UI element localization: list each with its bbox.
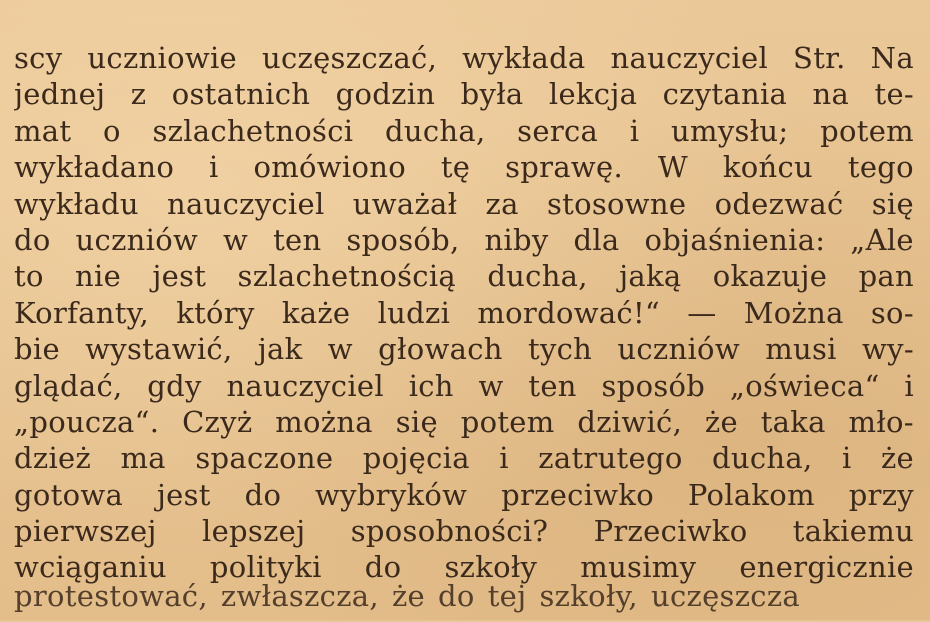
word: się xyxy=(871,186,914,221)
word: so- xyxy=(870,295,914,330)
word: każe xyxy=(281,295,351,330)
word: uczęszczać, xyxy=(262,41,438,75)
word: który xyxy=(176,295,255,330)
word: — xyxy=(687,295,717,330)
article-column xyxy=(14,40,914,622)
article-line xyxy=(14,258,914,294)
word: pan xyxy=(858,259,914,294)
word: sposób xyxy=(601,368,706,403)
word: odezwać xyxy=(714,186,844,221)
article-line xyxy=(14,477,914,513)
word: ducha, xyxy=(712,441,813,476)
word: tę xyxy=(440,150,471,185)
word: w xyxy=(478,368,504,403)
article-line xyxy=(14,149,914,185)
word: musi xyxy=(765,332,837,367)
word: jak xyxy=(257,332,303,367)
word: jaką xyxy=(619,259,682,294)
word: do xyxy=(14,222,51,257)
article-line xyxy=(14,76,914,112)
word: wykładu xyxy=(14,186,139,221)
article-line xyxy=(14,222,914,258)
word: dla xyxy=(573,222,620,257)
word: szlachetności xyxy=(152,113,354,148)
word: szkoły xyxy=(444,550,538,585)
word: i xyxy=(904,368,914,403)
word: stosowne xyxy=(546,186,687,221)
word: tego xyxy=(847,150,914,185)
word: i xyxy=(841,441,852,476)
word: wykłada xyxy=(462,41,586,75)
word: nie xyxy=(75,259,122,294)
word: ducha, xyxy=(487,259,588,294)
word: że xyxy=(704,404,738,439)
word: i xyxy=(629,113,640,148)
article-line xyxy=(14,295,914,331)
word: dzież xyxy=(14,441,92,476)
word: nauczyciel xyxy=(167,186,325,221)
word: taka xyxy=(760,404,826,439)
word: te- xyxy=(874,77,914,112)
article-line xyxy=(14,368,914,404)
word: sposobności? xyxy=(350,514,549,549)
word: Przeciwko xyxy=(593,514,748,549)
word: wy- xyxy=(862,332,914,367)
word: lekcja xyxy=(548,77,638,112)
word: szkoły, xyxy=(539,578,638,613)
article-line xyxy=(14,40,914,76)
article-line xyxy=(14,186,914,222)
word: potem xyxy=(460,404,555,439)
word: przy xyxy=(848,477,914,512)
word: umysłu; xyxy=(671,113,789,148)
word: za xyxy=(485,186,519,221)
word: energicznie xyxy=(739,550,914,585)
word: Można xyxy=(743,295,844,330)
word: mordować!“ xyxy=(477,295,661,330)
word: Czyż xyxy=(182,404,253,439)
word: ich xyxy=(408,368,454,403)
word: ludzi xyxy=(377,295,451,330)
word: uczęszcza xyxy=(650,578,801,613)
article-line xyxy=(14,404,914,440)
word: „oświeca“ xyxy=(729,368,880,403)
word: objaśnienia: xyxy=(644,222,826,257)
word: szlachetnością xyxy=(237,259,457,294)
word: godzin xyxy=(335,77,436,112)
word: Na xyxy=(870,41,914,75)
word: mło- xyxy=(848,404,914,439)
word: nauczyciel xyxy=(226,368,384,403)
word: „Ale xyxy=(850,222,914,257)
word: sprawę. xyxy=(505,150,624,185)
word: uważał xyxy=(352,186,458,221)
word: ten xyxy=(273,222,322,257)
word: jednej xyxy=(14,77,106,112)
article-line xyxy=(14,331,914,367)
word: wciąganiu xyxy=(14,550,167,585)
article-line xyxy=(14,440,914,476)
word: zatrutego xyxy=(538,441,683,476)
word: że xyxy=(880,441,914,476)
word: wybryków xyxy=(315,477,468,512)
word: pierwszej xyxy=(14,514,157,549)
word: Polakom xyxy=(687,477,815,512)
word: pojęcia xyxy=(362,441,470,476)
word: i xyxy=(499,441,509,476)
article-line xyxy=(14,513,914,549)
word: z xyxy=(130,77,147,112)
word: o xyxy=(103,113,121,148)
word: głowach xyxy=(378,332,503,367)
word: uczniowie xyxy=(87,41,237,75)
word: W xyxy=(657,150,688,185)
word: omówiono xyxy=(253,150,406,185)
word: scy xyxy=(14,41,63,75)
word: dziwić, xyxy=(577,404,683,439)
word: Korfanty, xyxy=(14,295,150,330)
word: gotowa xyxy=(14,477,124,512)
word: bie xyxy=(14,332,60,367)
word: i xyxy=(209,150,219,185)
word: ma xyxy=(120,441,166,476)
word: jest xyxy=(156,477,211,512)
word: tej xyxy=(487,578,527,613)
word: ostatnich xyxy=(171,77,311,112)
word: można xyxy=(275,404,373,439)
word: zwłaszcza, xyxy=(220,578,379,613)
word: tych xyxy=(527,332,593,367)
word: gdy xyxy=(147,368,202,403)
word: wykładano xyxy=(14,150,175,185)
word: musimy xyxy=(580,550,697,585)
word: wystawić, xyxy=(85,332,233,367)
word: polityki xyxy=(209,550,322,585)
word: potem xyxy=(820,113,914,148)
word: sposób, xyxy=(346,222,460,257)
word: niby xyxy=(484,222,549,257)
article-line xyxy=(14,578,914,614)
word: Str. xyxy=(793,41,846,75)
word: to xyxy=(14,259,44,294)
word: na xyxy=(812,77,850,112)
word: glądać, xyxy=(14,368,123,403)
word: czytania xyxy=(662,77,788,112)
word: w xyxy=(327,332,353,367)
word: takiemu xyxy=(792,514,914,549)
word: do xyxy=(438,578,475,613)
article-line xyxy=(14,113,914,149)
word: okazuje xyxy=(712,259,828,294)
word: się xyxy=(395,404,438,439)
word: uczniów xyxy=(75,222,199,257)
word: do xyxy=(244,477,282,512)
word: serca xyxy=(517,113,599,148)
word: mat xyxy=(14,113,72,148)
word: lepszej xyxy=(202,514,306,549)
word: końcu xyxy=(722,150,813,185)
word: „poucza“. xyxy=(14,404,160,439)
word: uczniów xyxy=(617,332,740,367)
word: ten xyxy=(528,368,577,403)
word: nauczyciel xyxy=(610,41,769,75)
word: w xyxy=(223,222,249,257)
word: protestować, xyxy=(14,578,208,613)
word: jest xyxy=(152,259,207,294)
word: do xyxy=(364,550,402,585)
word: że xyxy=(391,578,425,613)
word: przeciwko xyxy=(501,477,655,512)
word: była xyxy=(460,77,524,112)
word: spaczone xyxy=(195,441,334,476)
word: ducha, xyxy=(385,113,486,148)
